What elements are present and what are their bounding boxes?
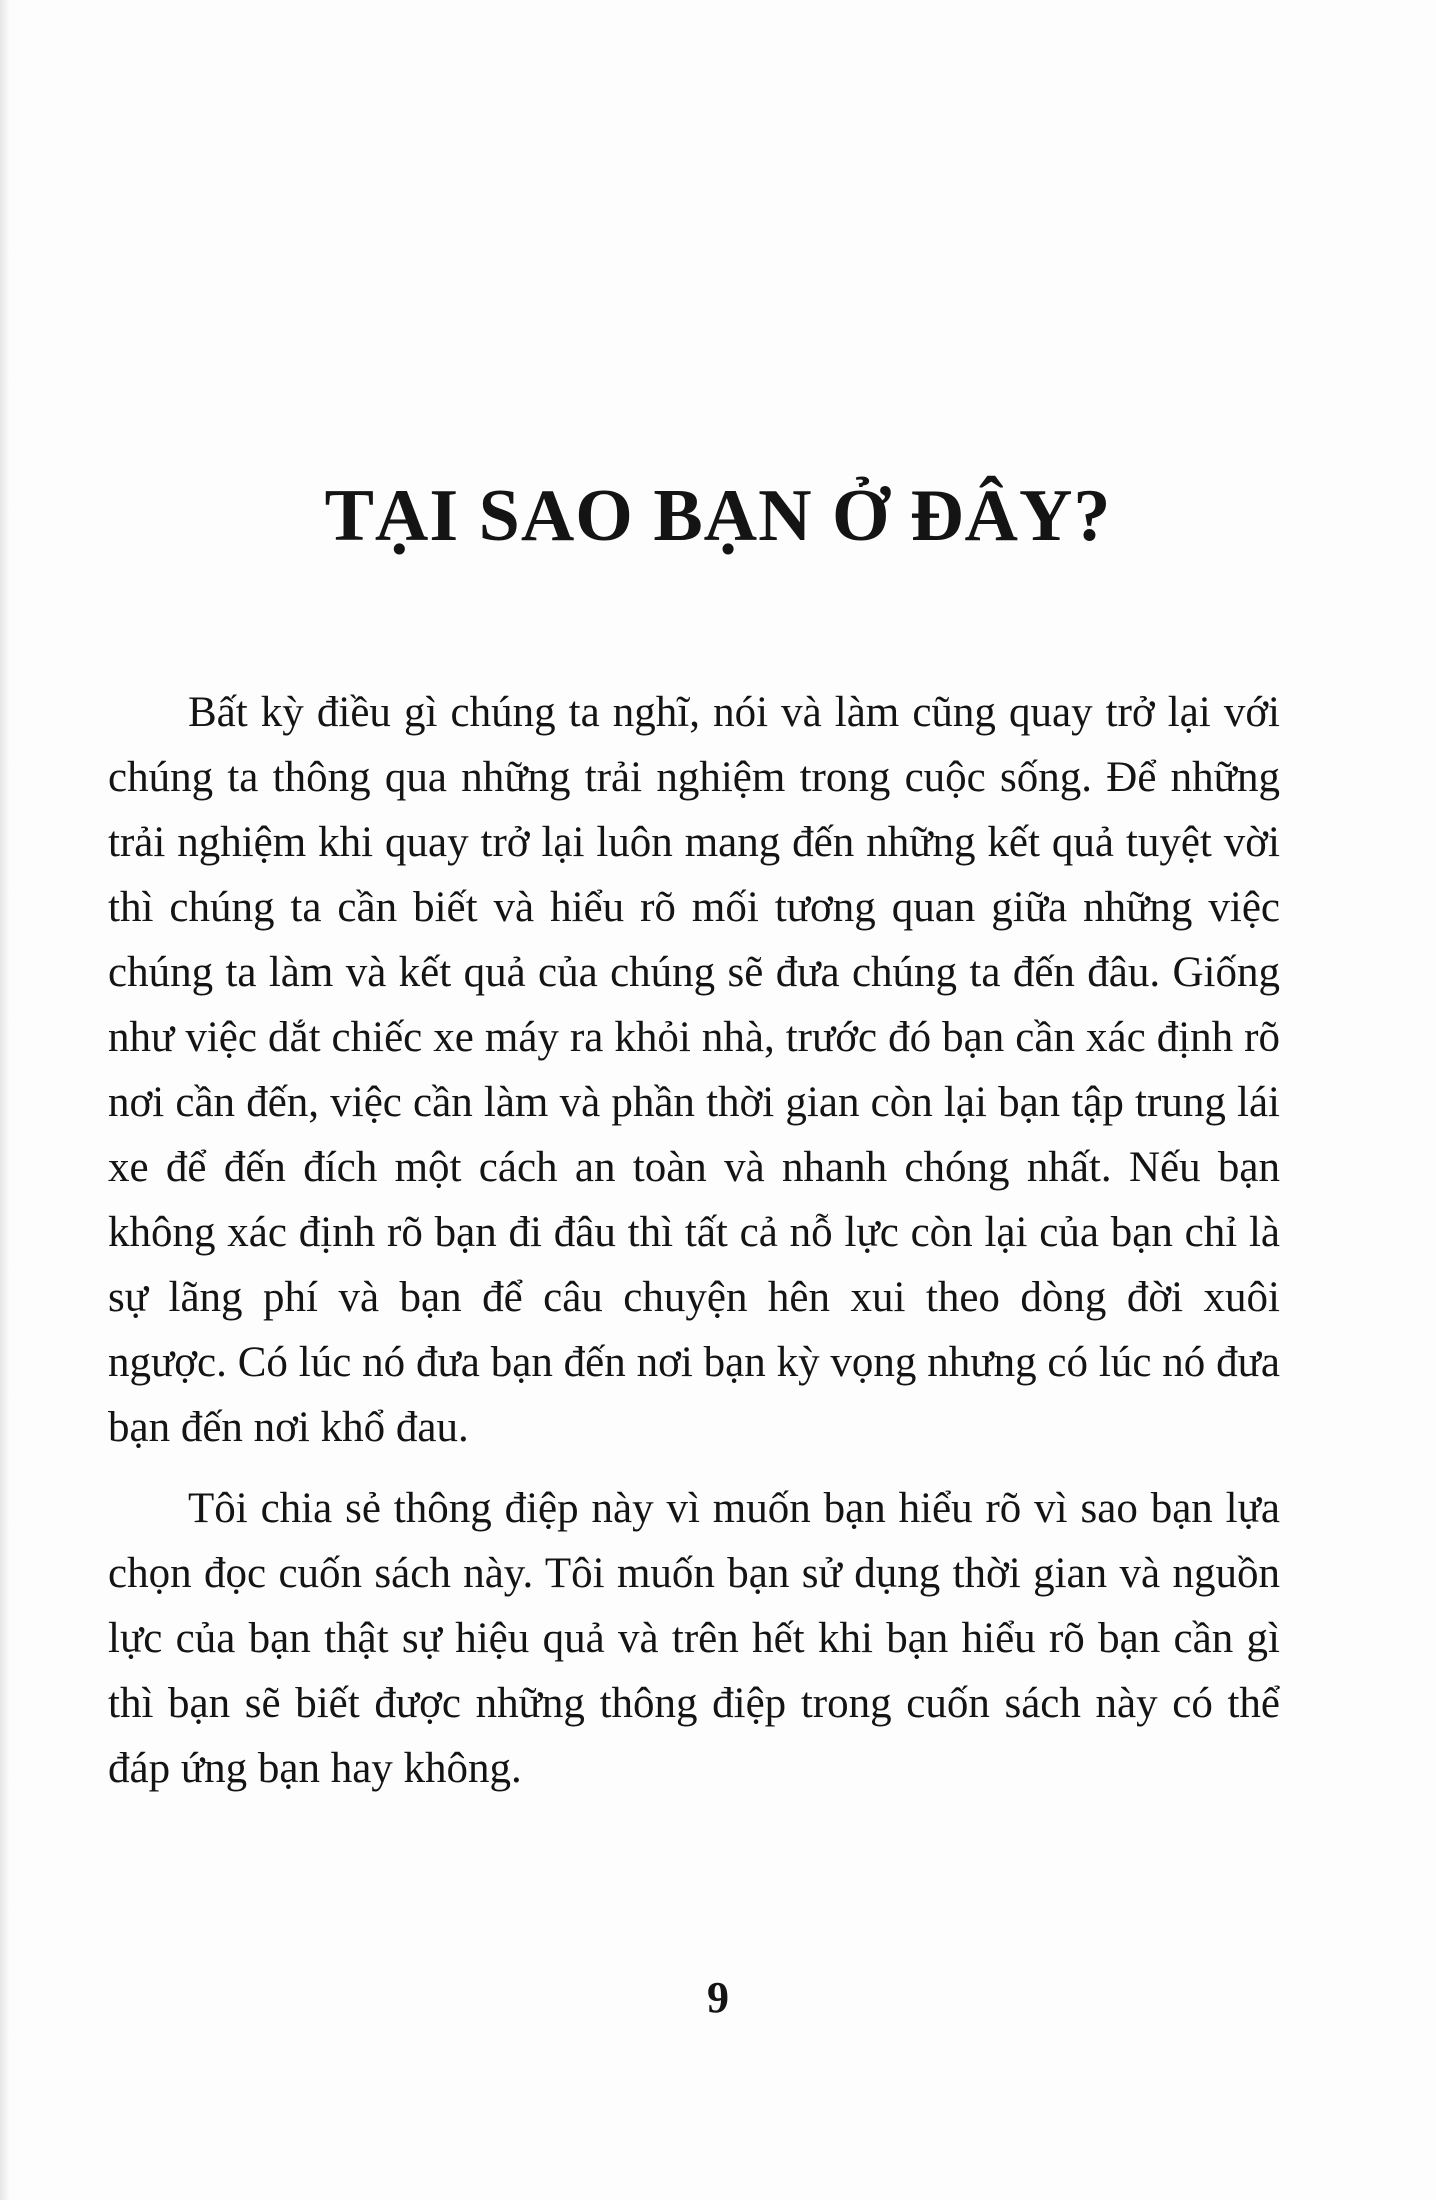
page-number: 9: [707, 1973, 729, 2022]
paragraph-1: Bất kỳ điều gì chúng ta nghĩ, nói và làm cũng quay trở lại với chúng ta thông qua những trải nghiệm trong cuộc sống. Để những trải nghiệm khi quay trở lại luôn mang đến những kết quả tuyệt vời thì chúng ta cần biết và hiểu rõ mối tương quan giữa những việc chúng ta làm và kết quả của chúng sẽ đưa chúng ta đến đâu. Giống như việc dắt chiếc xe máy ra khỏi nhà, trước đó bạn cần xác định rõ nơi cần đến, việc cần làm và phần thời gian còn lại bạn tập trung lái xe để đến đích một cách an toàn và nhanh chóng nhất. Nếu bạn không xác định rõ bạn đi đâu thì tất cả nỗ lực còn lại của bạn chỉ là sự lãng phí và bạn để câu chuyện hên xui theo dòng đời xuôi ngược. Có lúc nó đưa bạn đến nơi bạn kỳ vọng nhưng có lúc nó đưa bạn đến nơi khổ đau.: [108, 689, 1280, 1451]
page-binding-shadow: [0, 0, 10, 2200]
chapter-title: TẠI SAO BẠN Ở ĐÂY?: [324, 475, 1112, 557]
body-text: [108, 680, 1280, 1817]
paragraph-2: Tôi chia sẻ thông điệp này vì muốn bạn hiểu rõ vì sao bạn lựa chọn đọc cuốn sách này. Tôi muốn bạn sử dụng thời gian và nguồn lực của bạn thật sự hiệu quả và trên hết khi bạn hiểu rõ bạn cần gì thì bạn sẽ biết được những thông điệp trong cuốn sách này có thể đáp ứng bạn hay không.: [108, 1485, 1280, 1792]
